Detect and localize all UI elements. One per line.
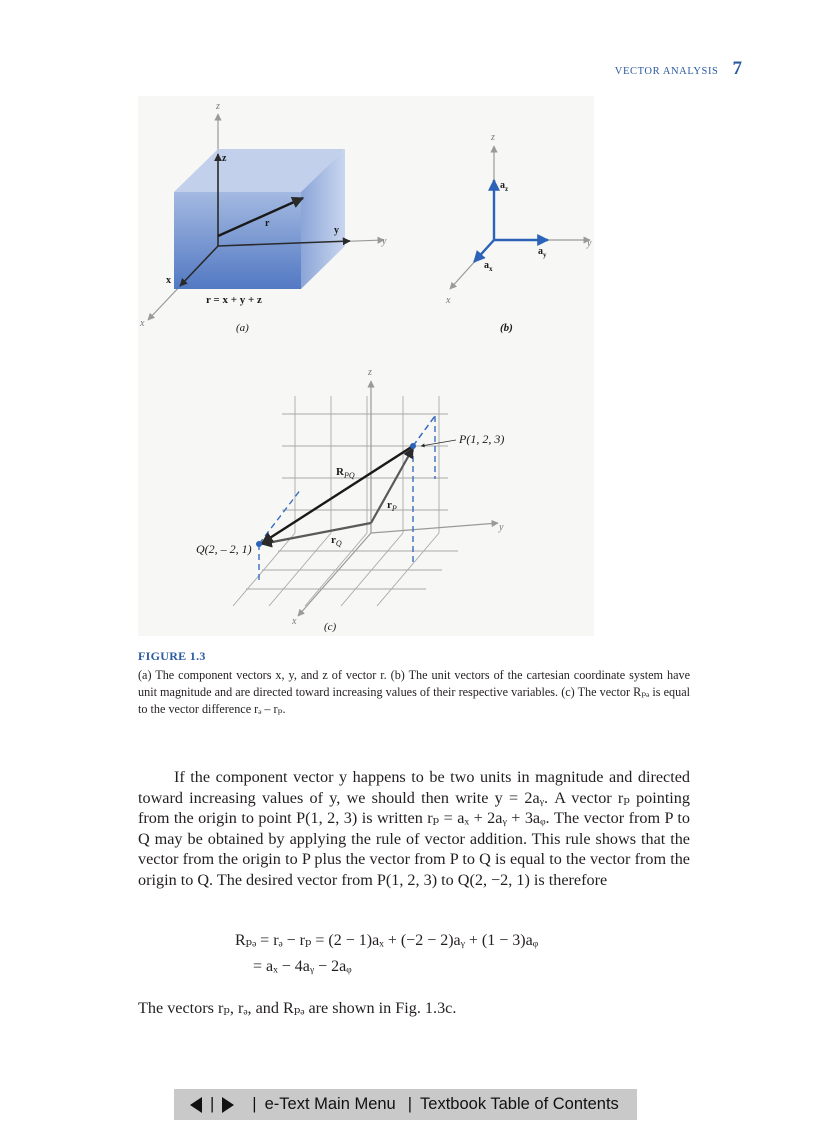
rq-subscript: Q xyxy=(335,539,342,548)
panel-b-az-label xyxy=(500,180,508,193)
panel-a-x-axis-label: x xyxy=(140,318,145,329)
panel-c-z-axis-label: z xyxy=(368,367,372,378)
caption-text: (a) The component vectors x, y, and z of vector r. (b) The unit vectors of the cartesian coordinate system have unit magnitude and are directed toward increasing values of their respective variables. (c) The vector Rₚₔ is equal to the vector difference rₔ – rₚ. xyxy=(138,668,690,716)
table-of-contents-link[interactable]: Textbook Table of Contents xyxy=(420,1095,619,1113)
closing-sentence: The vectors rₚ, rₔ, and Rₚₔ are shown in Fig. 1.3c. xyxy=(138,999,457,1017)
panel-b-ax-subscript: x xyxy=(489,265,493,273)
panel-c-x-axis-label: x xyxy=(292,616,297,627)
rq-label xyxy=(331,534,342,548)
rq-symbol: r xyxy=(331,534,336,546)
point-p-marker xyxy=(410,443,416,449)
rp-symbol: r xyxy=(387,499,392,511)
body-text xyxy=(138,767,690,891)
panel-a-y-vector-label: y xyxy=(334,225,339,236)
page-number: 7 xyxy=(732,58,742,79)
panel-a-label: (a) xyxy=(236,322,249,334)
previous-page-icon[interactable] xyxy=(190,1097,202,1113)
panel-b-ay-label xyxy=(538,246,547,259)
panel-b-label: (b) xyxy=(500,322,513,334)
body-paragraph: If the component vector y happens to be two units in magnitude and directed toward increasing values of y, we should then write y = 2aᵧ. A vector rₚ pointing from the origin to point P(1, 2, 3) is written rₚ = aₓ + 2aᵧ + 3aᵩ. The vector from P to Q may be obtained by applying the rule of vector addition. This rule shows that the vector from the origin to P plus the vector from P to Q is equal to the vector from the origin to Q. The desired vector from P(1, 2, 3) to Q(2, −2, 1) is therefore xyxy=(138,768,690,889)
nav-separator: | xyxy=(252,1095,257,1113)
panel-b-ax-label xyxy=(484,260,493,273)
rp-subscript: P xyxy=(391,504,397,513)
panel-c-label: (c) xyxy=(324,621,337,633)
panel-c-y-axis-label: y xyxy=(499,522,504,533)
rpq-subscript: PQ xyxy=(343,471,355,480)
figure-1-3 xyxy=(138,96,594,636)
figure-label: FIGURE 1.3 xyxy=(138,649,206,663)
nav-separator: | xyxy=(210,1095,215,1113)
panel-b-ay-symbol: a xyxy=(538,246,543,257)
panel-b-y-axis-label: y xyxy=(587,238,592,249)
panel-b xyxy=(445,132,592,334)
point-q-label: Q(2, – 2, 1) xyxy=(196,542,252,556)
rpq-symbol: R xyxy=(336,466,344,478)
figure-svg xyxy=(138,96,594,636)
etext-main-menu-link[interactable]: e-Text Main Menu xyxy=(264,1095,396,1113)
panel-a-y-axis-label: y xyxy=(382,236,387,247)
equation-block xyxy=(235,928,538,980)
equation-line-2: = aₓ − 4aᵧ − 2aᵩ xyxy=(253,958,352,975)
panel-b-ay-subscript: y xyxy=(543,251,547,259)
panel-a-r-vector-label: r xyxy=(265,218,270,229)
panel-b-az-subscript: z xyxy=(505,185,509,193)
point-p-label: P(1, 2, 3) xyxy=(459,432,505,446)
figure-caption xyxy=(138,648,690,718)
panel-b-az-symbol: a xyxy=(500,180,505,191)
nav-separator: | xyxy=(407,1095,413,1113)
navigation-bar xyxy=(174,1089,637,1120)
rp-label xyxy=(387,499,397,513)
panel-a-z-axis-label: z xyxy=(216,101,220,112)
running-header xyxy=(615,58,742,80)
panel-a-equation: r = x + y + z xyxy=(206,294,262,306)
panel-c xyxy=(196,367,504,633)
point-q-marker xyxy=(256,541,262,547)
equation-line-1: Rₚₔ = rₔ − rₚ = (2 − 1)aₓ + (−2 − 2)aᵧ + (1 − 3)aᵩ xyxy=(235,932,539,949)
rpq-label xyxy=(336,466,355,480)
panel-b-x-axis-label: x xyxy=(446,295,451,306)
panel-a xyxy=(139,101,387,334)
panel-a-x-vector-label: x xyxy=(166,275,171,286)
panel-b-ax-symbol: a xyxy=(484,260,489,271)
panel-c-grid xyxy=(233,396,458,606)
panel-b-z-axis-label: z xyxy=(491,132,495,143)
panel-a-z-vector-label: z xyxy=(222,153,227,164)
next-page-icon[interactable] xyxy=(222,1097,234,1113)
section-title: VECTOR ANALYSIS xyxy=(614,66,719,77)
